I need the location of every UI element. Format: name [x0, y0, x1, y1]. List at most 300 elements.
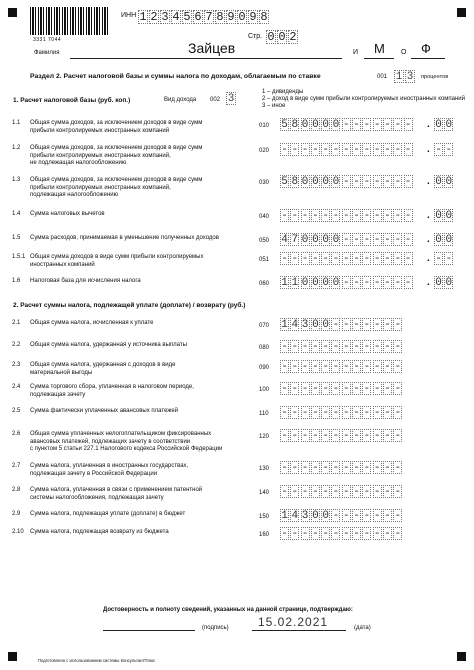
- amount-digit-cell: -: [394, 253, 402, 265]
- amount-digit-cell: -: [281, 383, 288, 395]
- line-description: прибыли контролируемых иностранных компаний,: [30, 184, 171, 191]
- amount-rub-field[interactable]: [280, 509, 404, 522]
- amount-digit-cell: -: [291, 430, 299, 442]
- amount-digit-cell: -: [353, 361, 360, 373]
- amount-digit-cell: -: [281, 361, 288, 373]
- barcode-number: 3331 7044: [33, 37, 62, 43]
- amount-digit-cell: -: [373, 462, 381, 474]
- inn-digit-cell: 6: [194, 10, 202, 24]
- line-description: не подлежащая налогообложению: [30, 160, 127, 166]
- income-type-label: Вид дохода: [164, 97, 197, 103]
- line-description: Сумма налога, уплаченная в иностранных государствах,: [30, 463, 189, 469]
- amount-digit-cell: -: [322, 528, 329, 540]
- amount-digit-cell: -: [312, 341, 319, 353]
- amount-digit-cell: -: [322, 253, 329, 265]
- kop-digit-cell: 0: [435, 277, 442, 289]
- line-code: 060: [259, 281, 270, 287]
- amount-digit-cell: -: [373, 528, 381, 540]
- amount-digit-cell: -: [301, 253, 309, 265]
- amount-digit-cell: -: [281, 407, 288, 419]
- amount-digit-cell: -: [312, 407, 319, 419]
- amount-digit-cell: -: [373, 234, 381, 246]
- initial-o-label: О: [401, 49, 407, 56]
- amount-digit-cell: -: [291, 210, 299, 222]
- line-code: 010: [259, 123, 270, 129]
- signature-label: (подпись): [202, 625, 229, 631]
- amount-rub-field[interactable]: [280, 406, 404, 419]
- decimal-point: .: [427, 210, 430, 221]
- amount-digit-cell: -: [363, 253, 371, 265]
- amount-kop-field[interactable]: [434, 143, 455, 156]
- line-code: 050: [259, 238, 270, 244]
- amount-rub-field[interactable]: [280, 318, 404, 331]
- amount-digit-cell: 8: [291, 176, 299, 188]
- amount-digit-cell: 0: [322, 234, 329, 246]
- amount-digit-cell: -: [281, 430, 288, 442]
- line-code: 030: [259, 180, 270, 186]
- amount-digit-cell: -: [363, 510, 371, 522]
- initial-i-value[interactable]: М: [374, 41, 385, 56]
- amount-rub-field[interactable]: [280, 233, 414, 246]
- amount-digit-cell: -: [363, 277, 371, 289]
- amount-digit-cell: 3: [301, 510, 309, 522]
- amount-digit-cell: -: [363, 361, 371, 373]
- amount-digit-cell: -: [342, 462, 350, 474]
- amount-digit-cell: -: [394, 234, 402, 246]
- amount-rub-field[interactable]: [280, 276, 414, 289]
- amount-digit-cell: -: [301, 486, 309, 498]
- amount-digit-cell: -: [384, 319, 391, 331]
- amount-digit-cell: -: [342, 407, 350, 419]
- amount-kop-field[interactable]: [434, 233, 455, 246]
- amount-digit-cell: -: [384, 383, 391, 395]
- amount-digit-cell: -: [363, 462, 371, 474]
- amount-digit-cell: -: [281, 486, 288, 498]
- amount-digit-cell: -: [384, 462, 391, 474]
- line-code: 150: [259, 514, 270, 520]
- amount-digit-cell: -: [384, 486, 391, 498]
- inn-digit-cell: 8: [216, 10, 224, 24]
- decimal-point: .: [427, 119, 430, 130]
- line-description: Общая сумма уплаченных нелогоплательщиком фиксированных: [30, 431, 212, 437]
- line-description: Сумма налога, подлежащая уплате (доплате) в бюджет: [30, 511, 186, 517]
- amount-rub-field[interactable]: [280, 461, 404, 474]
- amount-digit-cell: -: [322, 210, 329, 222]
- line-number: 1.5.1: [12, 254, 26, 260]
- amount-digit-cell: -: [332, 407, 340, 419]
- decimal-point: .: [427, 253, 430, 264]
- amount-digit-cell: -: [363, 119, 371, 131]
- amount-digit-cell: -: [353, 407, 360, 419]
- amount-digit-cell: 0: [312, 510, 319, 522]
- amount-digit-cell: -: [291, 253, 299, 265]
- amount-rub-field[interactable]: [280, 175, 414, 188]
- amount-digit-cell: 0: [301, 119, 309, 131]
- amount-digit-cell: -: [373, 176, 381, 188]
- amount-digit-cell: -: [394, 486, 402, 498]
- initial-i-label: И: [353, 49, 359, 56]
- amount-digit-cell: -: [312, 361, 319, 373]
- amount-digit-cell: -: [373, 383, 381, 395]
- initial-o-value[interactable]: Ф: [421, 41, 431, 56]
- amount-digit-cell: 3: [301, 319, 309, 331]
- rate-code: 001: [377, 74, 388, 80]
- amount-digit-cell: -: [394, 319, 402, 331]
- amount-digit-cell: 0: [312, 176, 319, 188]
- line-description: Сумма фактически уплаченных авансовых платежей: [30, 408, 179, 414]
- amount-digit-cell: -: [353, 253, 360, 265]
- line-code: 051: [259, 257, 270, 263]
- amount-digit-cell: -: [373, 144, 381, 156]
- amount-digit-cell: 0: [322, 119, 329, 131]
- line-description: Сумма налога, подлежащая возврату из бюджета: [30, 529, 169, 535]
- amount-digit-cell: -: [281, 528, 288, 540]
- amount-digit-cell: -: [301, 407, 309, 419]
- amount-digit-cell: -: [312, 253, 319, 265]
- amount-digit-cell: -: [353, 430, 360, 442]
- line-code: 140: [259, 490, 270, 496]
- amount-digit-cell: -: [342, 510, 350, 522]
- certification-text: Достоверность и полноту сведений, указанных на данной странице, подтверждаю:: [103, 607, 353, 613]
- amount-digit-cell: -: [301, 462, 309, 474]
- amount-digit-cell: -: [301, 361, 309, 373]
- line-code: 020: [259, 148, 270, 154]
- amount-digit-cell: -: [404, 253, 412, 265]
- amount-digit-cell: -: [342, 253, 350, 265]
- amount-digit-cell: -: [394, 407, 402, 419]
- kop-digit-cell: 0: [435, 210, 442, 222]
- surname-label: Фамилия: [34, 50, 60, 56]
- income-type-legend-3: 3 – иное: [262, 103, 286, 109]
- amount-digit-cell: -: [291, 528, 299, 540]
- amount-digit-cell: -: [332, 486, 340, 498]
- amount-digit-cell: -: [363, 341, 371, 353]
- amount-digit-cell: -: [342, 277, 350, 289]
- amount-digit-cell: -: [281, 210, 288, 222]
- bottom-note: Подготовлено с использованием системы КонсультантПлюс: [38, 658, 156, 663]
- amount-digit-cell: -: [363, 176, 371, 188]
- income-type-legend-2: 2 – доход в виде сумм прибыли контролируемых иностранных компаний: [262, 96, 465, 102]
- amount-digit-cell: -: [404, 176, 412, 188]
- amount-digit-cell: 8: [291, 119, 299, 131]
- amount-digit-cell: -: [312, 430, 319, 442]
- amount-digit-cell: -: [332, 341, 340, 353]
- line-code: 160: [259, 532, 270, 538]
- income-type-value: 3: [227, 93, 235, 105]
- amount-digit-cell: -: [332, 383, 340, 395]
- amount-digit-cell: -: [384, 407, 391, 419]
- initial-o-underline: [411, 58, 445, 59]
- amount-digit-cell: -: [363, 486, 371, 498]
- kop-digit-cell: 0: [435, 119, 442, 131]
- amount-digit-cell: -: [363, 383, 371, 395]
- amount-digit-cell: -: [291, 383, 299, 395]
- amount-digit-cell: -: [332, 462, 340, 474]
- income-type-code: 002: [210, 97, 221, 103]
- amount-digit-cell: -: [353, 277, 360, 289]
- amount-rub-field[interactable]: [280, 340, 404, 353]
- amount-digit-cell: -: [363, 144, 371, 156]
- amount-digit-cell: -: [312, 528, 319, 540]
- inn-digit-cell: 8: [260, 10, 268, 24]
- line-description: Общая сумма доходов, за исключением доходов в виде сумм: [30, 177, 203, 183]
- line-number: 2.2: [12, 342, 21, 348]
- line-number: 1.6: [12, 278, 21, 284]
- line-code: 100: [259, 387, 270, 393]
- line-number: 2.9: [12, 511, 21, 517]
- line-number: 2.10: [12, 529, 24, 535]
- amount-digit-cell: -: [312, 486, 319, 498]
- amount-kop-field[interactable]: [434, 118, 455, 131]
- amount-digit-cell: 0: [312, 119, 319, 131]
- amount-digit-cell: 1: [281, 510, 288, 522]
- line-number: 2.4: [12, 384, 21, 390]
- line-description: системы налогообложения, подлежащая зачету: [30, 494, 164, 501]
- amount-digit-cell: -: [384, 210, 391, 222]
- amount-rub-field[interactable]: [280, 143, 414, 156]
- amount-digit-cell: -: [384, 510, 391, 522]
- amount-digit-cell: 0: [301, 176, 309, 188]
- rate-digit-cell: 1: [395, 71, 403, 83]
- amount-digit-cell: -: [291, 144, 299, 156]
- amount-digit-cell: -: [404, 210, 412, 222]
- page-number-field[interactable]: [266, 30, 299, 44]
- rate-digit-cell: 3: [406, 71, 414, 83]
- tax-rate-field[interactable]: [394, 70, 416, 83]
- amount-digit-cell: 0: [312, 277, 319, 289]
- page-label: Стр.: [248, 33, 263, 40]
- amount-digit-cell: 0: [332, 176, 340, 188]
- line-code: 120: [259, 434, 270, 440]
- amount-digit-cell: -: [373, 430, 381, 442]
- amount-digit-cell: -: [363, 430, 371, 442]
- amount-digit-cell: -: [373, 253, 381, 265]
- amount-digit-cell: -: [312, 383, 319, 395]
- amount-digit-cell: -: [394, 144, 402, 156]
- amount-digit-cell: 4: [291, 319, 299, 331]
- line-code: 090: [259, 365, 270, 371]
- kop-digit-cell: 0: [445, 119, 453, 131]
- line-description: подлежащая зачету: [30, 391, 86, 398]
- amount-digit-cell: -: [301, 341, 309, 353]
- amount-digit-cell: -: [312, 210, 319, 222]
- amount-digit-cell: 1: [281, 277, 288, 289]
- section-title: Раздел 2. Расчет налоговой базы и суммы налога по доходам, облагаемым по ставке: [30, 73, 321, 80]
- amount-digit-cell: -: [384, 277, 391, 289]
- amount-digit-cell: -: [373, 119, 381, 131]
- amount-digit-cell: 0: [332, 119, 340, 131]
- amount-digit-cell: 0: [322, 176, 329, 188]
- amount-digit-cell: -: [384, 234, 391, 246]
- decimal-point: .: [427, 277, 430, 288]
- amount-digit-cell: -: [363, 528, 371, 540]
- amount-digit-cell: -: [384, 528, 391, 540]
- line-description: Общая сумма налога, удержанная с доходов в виде: [30, 362, 176, 368]
- kop-digit-cell: 0: [445, 234, 453, 246]
- amount-digit-cell: -: [332, 319, 340, 331]
- amount-kop-field[interactable]: [434, 276, 455, 289]
- amount-digit-cell: -: [394, 176, 402, 188]
- income-type-field[interactable]: [226, 92, 237, 105]
- kop-digit-cell: -: [435, 144, 442, 156]
- line-description: Общая сумма доходов в виде сумм прибыли контролируемых: [30, 254, 204, 260]
- amount-digit-cell: -: [373, 510, 381, 522]
- amount-rub-field[interactable]: [280, 209, 414, 222]
- line-number: 2.1: [12, 320, 21, 326]
- amount-digit-cell: -: [384, 176, 391, 188]
- amount-rub-field[interactable]: [280, 252, 414, 265]
- inn-digit-cell: 4: [172, 10, 180, 24]
- income-type-legend-1: 1 – дивиденды: [262, 89, 304, 95]
- kop-digit-cell: -: [445, 253, 453, 265]
- line-description: прибыли контролируемых иностранных компаний: [30, 127, 170, 134]
- amount-digit-cell: 1: [291, 277, 299, 289]
- date-value[interactable]: 15.02.2021: [258, 615, 329, 629]
- amount-digit-cell: -: [373, 341, 381, 353]
- kop-digit-cell: 0: [445, 277, 453, 289]
- amount-digit-cell: 4: [281, 234, 288, 246]
- amount-digit-cell: -: [384, 341, 391, 353]
- inn-digit-cell: 5: [183, 10, 191, 24]
- amount-digit-cell: -: [373, 319, 381, 331]
- amount-kop-field[interactable]: [434, 209, 455, 222]
- amount-digit-cell: -: [342, 361, 350, 373]
- amount-digit-cell: -: [353, 486, 360, 498]
- amount-digit-cell: -: [353, 319, 360, 331]
- line-number: 2.5: [12, 408, 21, 414]
- inn-digit-cell: 1: [139, 10, 147, 24]
- amount-digit-cell: -: [373, 361, 381, 373]
- amount-digit-cell: -: [342, 341, 350, 353]
- amount-digit-cell: -: [342, 430, 350, 442]
- amount-digit-cell: -: [353, 341, 360, 353]
- amount-digit-cell: -: [404, 119, 412, 131]
- amount-digit-cell: -: [384, 253, 391, 265]
- corner-marker-bottom-left: [8, 652, 17, 661]
- amount-digit-cell: -: [342, 119, 350, 131]
- amount-rub-field[interactable]: [280, 527, 404, 540]
- amount-digit-cell: -: [394, 528, 402, 540]
- line-code: 040: [259, 214, 270, 220]
- amount-digit-cell: -: [394, 383, 402, 395]
- date-label: (дата): [354, 625, 371, 631]
- amount-kop-field[interactable]: [434, 175, 455, 188]
- amount-digit-cell: -: [342, 319, 350, 331]
- corner-marker-bottom-right: [457, 652, 466, 661]
- amount-rub-field[interactable]: [280, 118, 414, 131]
- amount-digit-cell: -: [322, 486, 329, 498]
- corner-marker-top-left: [8, 8, 17, 17]
- amount-rub-field[interactable]: [280, 360, 404, 373]
- amount-digit-cell: -: [384, 430, 391, 442]
- line-number: 1.2: [12, 145, 21, 151]
- line-description: Общая сумма доходов, за исключением доходов в виде сумм: [30, 145, 203, 151]
- decimal-point: .: [427, 144, 430, 155]
- kop-digit-cell: 0: [435, 176, 442, 188]
- line-description: Общая сумма доходов, за исключением доходов в виде сумм: [30, 120, 203, 126]
- amount-digit-cell: -: [353, 176, 360, 188]
- kop-digit-cell: 0: [435, 234, 442, 246]
- line-description: с пунктом 5 статьи 227.1 Налогового кодекса Российской Федерации: [30, 446, 223, 452]
- amount-digit-cell: -: [322, 383, 329, 395]
- line-code: 080: [259, 345, 270, 351]
- line-number: 2.6: [12, 431, 21, 437]
- inn-digit-cell: 9: [227, 10, 235, 24]
- kop-digit-cell: -: [435, 253, 442, 265]
- part2-title: 2. Расчет суммы налога, подлежащей уплате (доплате) / возврату (руб.): [13, 302, 246, 309]
- amount-digit-cell: -: [332, 528, 340, 540]
- amount-digit-cell: -: [353, 119, 360, 131]
- amount-digit-cell: -: [342, 144, 350, 156]
- signature-line: [103, 630, 195, 631]
- amount-digit-cell: -: [342, 486, 350, 498]
- amount-digit-cell: -: [291, 462, 299, 474]
- amount-digit-cell: -: [394, 361, 402, 373]
- amount-digit-cell: 0: [332, 277, 340, 289]
- amount-digit-cell: -: [301, 430, 309, 442]
- amount-digit-cell: -: [394, 119, 402, 131]
- amount-digit-cell: -: [291, 407, 299, 419]
- amount-digit-cell: -: [332, 361, 340, 373]
- amount-digit-cell: -: [291, 486, 299, 498]
- line-number: 2.8: [12, 487, 21, 493]
- amount-digit-cell: 0: [322, 277, 329, 289]
- line-description: Сумма расходов, принимаемая в уменьшение полученных доходов: [30, 235, 219, 241]
- amount-digit-cell: 0: [312, 234, 319, 246]
- amount-digit-cell: -: [332, 210, 340, 222]
- amount-digit-cell: -: [394, 430, 402, 442]
- kop-digit-cell: 0: [445, 176, 453, 188]
- rate-unit: процентов: [421, 74, 449, 80]
- surname-value[interactable]: Зайцев: [188, 40, 236, 56]
- line-description: подлежащая зачету в Российской Федерации: [30, 470, 158, 477]
- amount-digit-cell: -: [404, 144, 412, 156]
- amount-digit-cell: -: [342, 234, 350, 246]
- amount-digit-cell: -: [404, 234, 412, 246]
- line-description: Сумма налога, уплаченная в связи с применением патентной: [30, 487, 203, 493]
- initial-i-underline: [364, 58, 394, 59]
- amount-digit-cell: -: [394, 462, 402, 474]
- line-number: 1.5: [12, 235, 21, 241]
- page-digit-cell: 0: [278, 30, 286, 44]
- amount-digit-cell: -: [363, 407, 371, 419]
- corner-marker-top-right: [457, 8, 466, 17]
- amount-digit-cell: -: [281, 341, 288, 353]
- inn-field[interactable]: [138, 10, 270, 24]
- amount-kop-field[interactable]: [434, 252, 455, 265]
- amount-digit-cell: -: [353, 383, 360, 395]
- barcode: [30, 7, 108, 35]
- amount-digit-cell: -: [342, 176, 350, 188]
- amount-digit-cell: -: [394, 510, 402, 522]
- amount-digit-cell: -: [384, 361, 391, 373]
- amount-digit-cell: -: [353, 510, 360, 522]
- amount-rub-field[interactable]: [280, 429, 404, 442]
- kop-digit-cell: -: [445, 144, 453, 156]
- amount-rub-field[interactable]: [280, 485, 404, 498]
- line-number: 2.7: [12, 463, 21, 469]
- amount-digit-cell: -: [312, 144, 319, 156]
- amount-digit-cell: -: [281, 462, 288, 474]
- line-description: материальной выгоды: [30, 369, 93, 376]
- amount-digit-cell: 0: [312, 319, 319, 331]
- amount-digit-cell: -: [281, 253, 288, 265]
- amount-rub-field[interactable]: [280, 382, 404, 395]
- line-code: 130: [259, 466, 270, 472]
- inn-digit-cell: 9: [249, 10, 257, 24]
- amount-digit-cell: -: [322, 407, 329, 419]
- decimal-point: .: [427, 234, 430, 245]
